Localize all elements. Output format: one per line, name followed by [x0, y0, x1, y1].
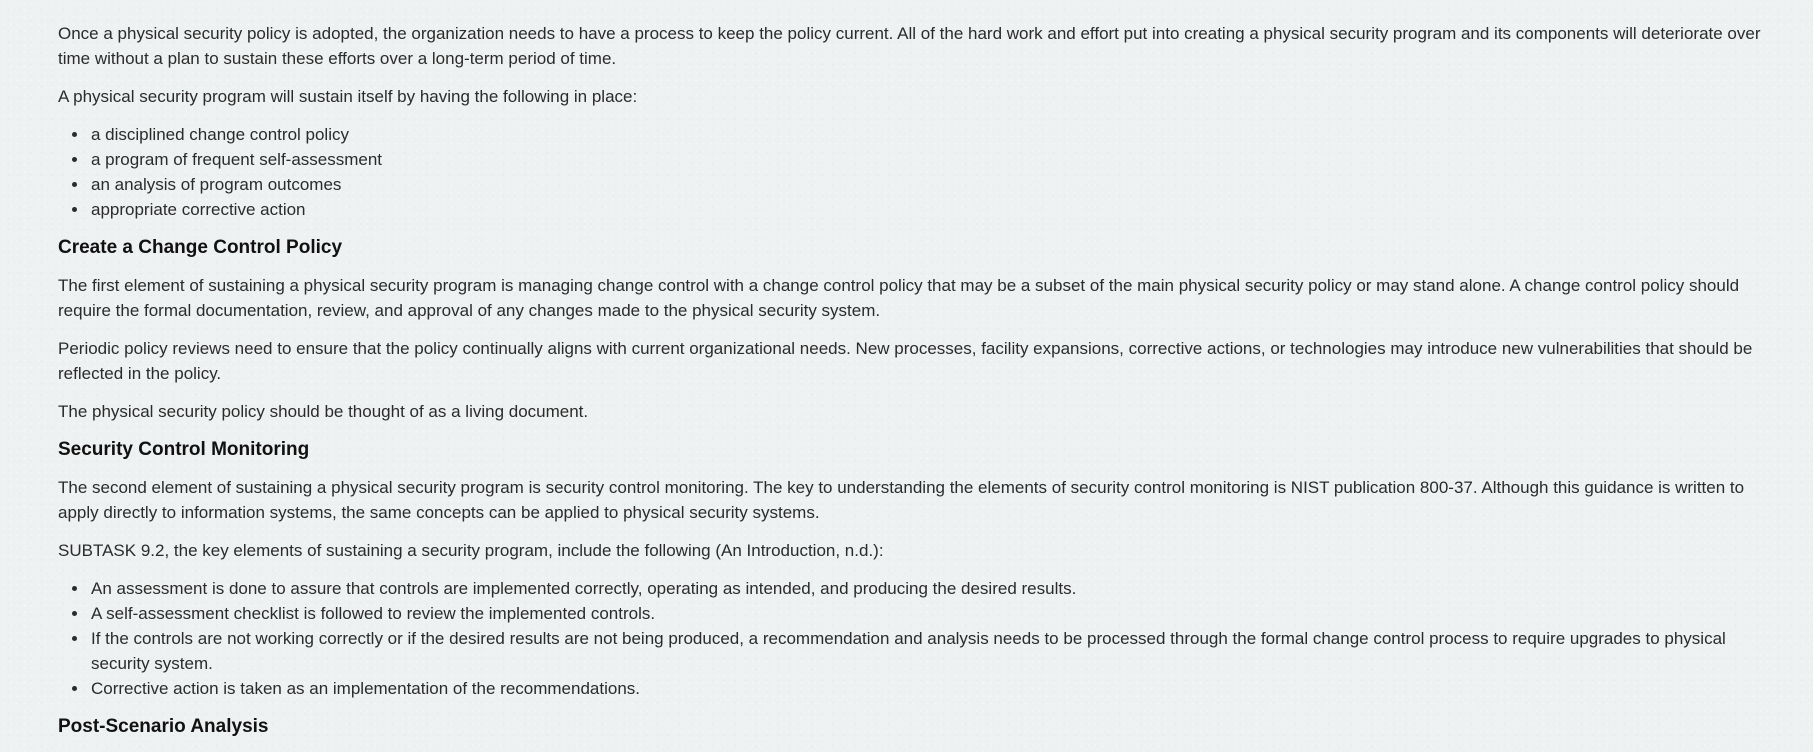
change-control-paragraph: The first element of sustaining a physical security program is managing change control with a change control policy that may be a subset of the main physical security policy or may stand alone. A change control policy should require the formal documentation, review, and approval of any changes made to the physical security system.: [58, 276, 1740, 320]
subtask-paragraph: SUBTASK 9.2, the key elements of sustaining a security program, include the following (An Introduction, n.d.):: [58, 541, 884, 560]
intro-paragraph: Once a physical security policy is adopted, the organization needs to have a process to keep the policy current. All of the hard work and effort put into creating a physical security program and its components will deteriorate over time without a plan to sustain these efforts over a long-term period of time.: [58, 24, 1761, 68]
next-section-heading: Post-Scenario Analysis: [58, 716, 269, 737]
list-item: • appropriate corrective action: [89, 197, 1786, 222]
intro-list-lead: A physical security program will sustain itself by having the following in place:: [58, 87, 638, 106]
change-control-heading: Create a Change Control Policy: [58, 237, 343, 258]
list-item: • If the controls are not working correctly or if the desired results are not being produced, a recommendation and analysis needs to be processed through the formal change control process to require upgrades to physical security system.: [89, 626, 1786, 676]
list-item: • an analysis of program outcomes: [89, 172, 1786, 197]
monitoring-paragraph: The second element of sustaining a physical security program is security control monitoring. The key to understanding the elements of security control monitoring is NIST publication 800-37. Although this guidance is written to apply directly to information systems, the same concepts can be applied to physical security systems.: [58, 478, 1745, 522]
key-elements-list: [58, 576, 1786, 701]
list-item: • a disciplined change control policy: [89, 122, 1786, 147]
article-content: [58, 21, 1786, 752]
list-item: • a program of frequent self-assessment: [89, 147, 1786, 172]
list-item: • Corrective action is taken as an implementation of the recommendations.: [89, 676, 1786, 701]
sustain-program-list: [58, 122, 1786, 222]
policy-review-paragraph: Periodic policy reviews need to ensure that the policy continually aligns with current organizational needs. New processes, facility expansions, corrective actions, or technologies may introduce new vulnerabilities that should be reflected in the policy.: [58, 339, 1753, 383]
list-item: • An assessment is done to assure that controls are implemented correctly, operating as intended, and producing the desired results.: [89, 576, 1786, 601]
list-item: • A self-assessment checklist is followed to review the implemented controls.: [89, 601, 1786, 626]
living-document-paragraph: The physical security policy should be thought of as a living document.: [58, 402, 589, 421]
monitoring-heading: Security Control Monitoring: [58, 439, 310, 460]
